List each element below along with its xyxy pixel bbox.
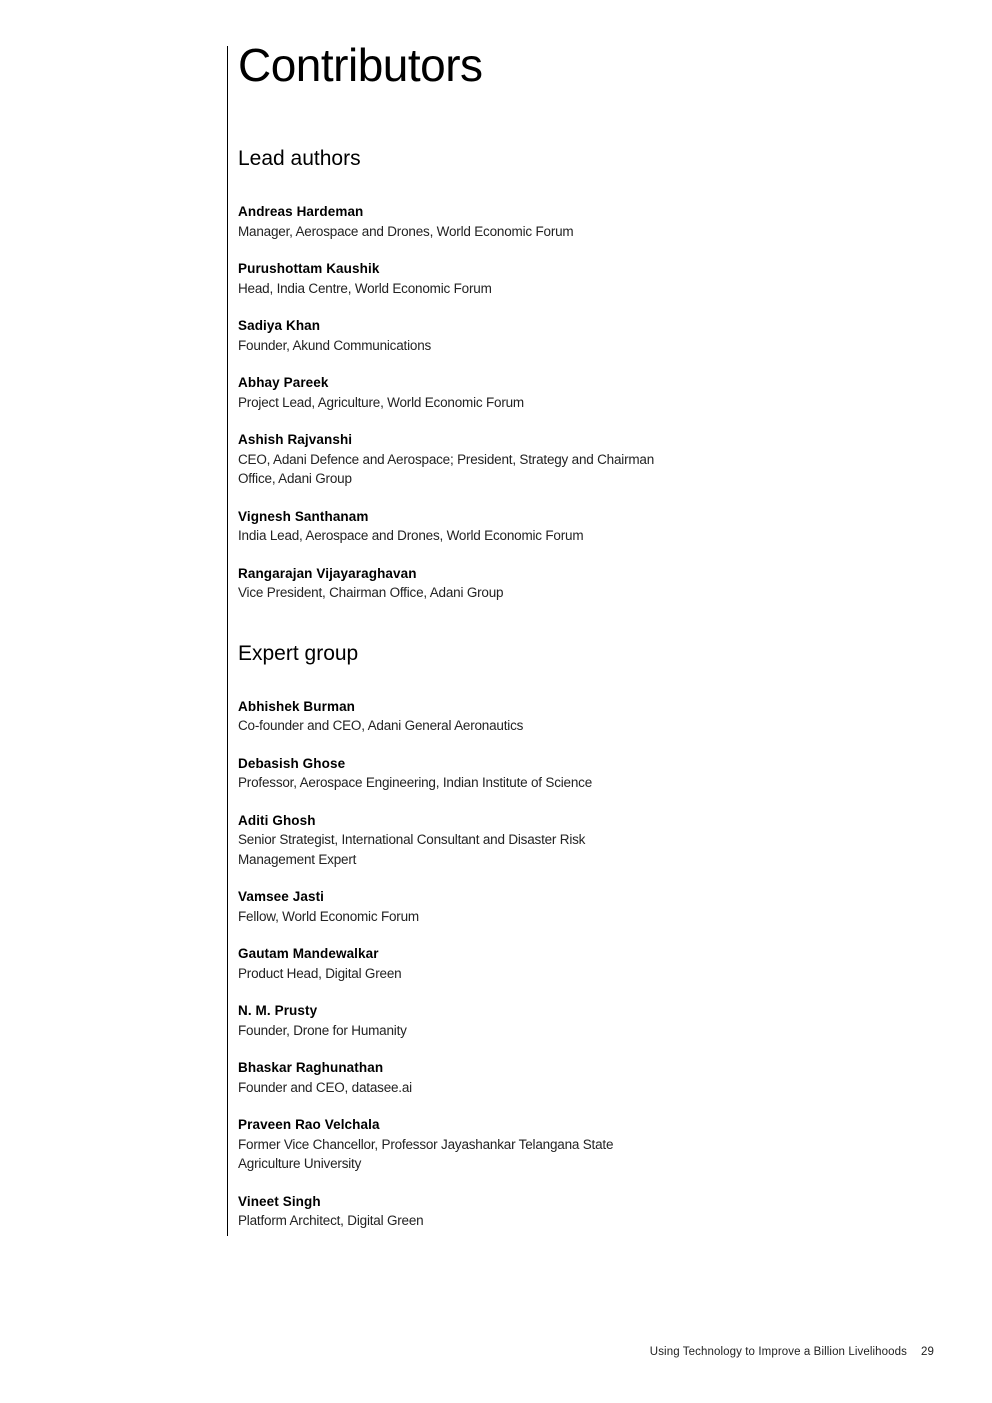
contributor-name: Aditi Ghosh [238, 812, 316, 828]
contributor-name: Abhay Pareek [238, 375, 329, 390]
contributor-name: Sadiya Khan [238, 318, 321, 333]
page-footer [650, 1346, 934, 1358]
contributor-role: Founder, Akund Communications [238, 337, 432, 353]
page-number: 29 [921, 1346, 934, 1358]
footer-report-title: Using Technology to Improve a Billion Livelihoods [649, 1346, 907, 1358]
contributor-role: Co-founder and CEO, Adani General Aeronautics [238, 718, 524, 733]
contributor-name: Purushottam Kaushik [238, 261, 380, 276]
contributor-entry [238, 202, 658, 241]
contributor-entry [238, 564, 658, 603]
contributor-role: Vice President, Chairman Office, Adani Group [238, 585, 504, 600]
lead-authors-list [238, 202, 658, 603]
contributor-name: Vineet Singh [238, 1193, 321, 1209]
contributor-entry [238, 373, 658, 412]
expert-group-heading: Expert group [238, 641, 359, 665]
expert-group-list [238, 697, 658, 1231]
contributor-name: Ashish Rajvanshi [238, 432, 353, 447]
contributor-name: Rangarajan Vijayaraghavan [238, 565, 417, 581]
contributor-name: Bhaskar Raghunathan [238, 1060, 384, 1075]
contributor-entry [238, 316, 658, 355]
contributor-name: Abhishek Burman [238, 698, 356, 714]
contributor-entry [238, 1115, 658, 1174]
contributor-name: Vamsee Jasti [238, 889, 325, 904]
contributor-entry [238, 1001, 658, 1040]
contributor-role: Manager, Aerospace and Drones, World Economic Forum [238, 223, 574, 239]
contributor-role: Platform Architect, Digital Green [238, 1213, 424, 1228]
contributor-role: India Lead, Aerospace and Drones, World Economic Forum [238, 528, 584, 543]
contributor-name: N. M. Prusty [238, 1003, 318, 1018]
contributor-role: Head, India Centre, World Economic Forum [238, 280, 492, 296]
contributor-name: Gautam Mandewalkar [238, 946, 379, 961]
contributor-role: Former Vice Chancellor, Professor Jayashankar Telangana State Agriculture University [238, 1136, 614, 1171]
lead-authors-heading: Lead authors [238, 147, 361, 170]
contributor-role: Fellow, World Economic Forum [238, 908, 419, 924]
contributor-entry [238, 697, 658, 736]
contributor-role: CEO, Adani Defence and Aerospace; President, Strategy and Chairman Office, Adani Group [238, 451, 655, 486]
contributor-role: Professor, Aerospace Engineering, Indian Institute of Science [238, 775, 593, 790]
contributor-entry [238, 754, 658, 793]
contributor-name: Andreas Hardeman [238, 204, 364, 219]
contributor-name: Vignesh Santhanam [238, 508, 369, 524]
contributor-entry [238, 259, 658, 298]
contributor-entry [238, 944, 658, 983]
page-title: Contributors [238, 39, 483, 91]
contributor-entry [238, 507, 658, 546]
contributor-entry [238, 1058, 658, 1097]
contributor-role: Senior Strategist, International Consultant and Disaster Risk Management Expert [238, 832, 586, 867]
contributor-role: Project Lead, Agriculture, World Economic Forum [238, 394, 524, 410]
contributor-entry [238, 1192, 658, 1231]
contributor-role: Founder and CEO, datasee.ai [238, 1079, 412, 1095]
contributor-name: Praveen Rao Velchala [238, 1117, 380, 1132]
contributor-role: Founder, Drone for Humanity [238, 1022, 407, 1038]
contributor-entry [238, 811, 658, 870]
contributor-role: Product Head, Digital Green [238, 965, 402, 981]
contributor-entry [238, 430, 658, 489]
left-margin-rule [227, 46, 228, 1236]
contributor-name: Debasish Ghose [238, 755, 346, 771]
page-content [238, 38, 658, 1231]
contributor-entry [238, 887, 658, 926]
